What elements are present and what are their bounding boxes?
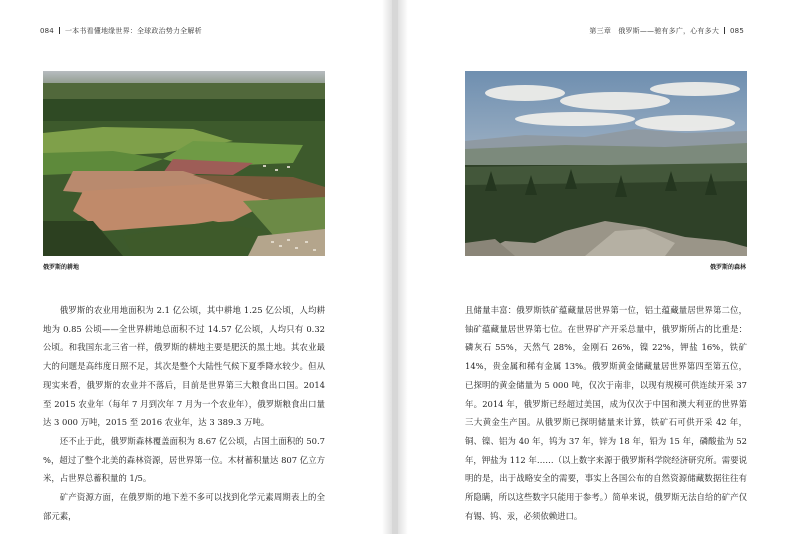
header-divider [724, 27, 725, 34]
chapter-title: 第三章 俄罗斯——驰有多广，心有多大 [589, 27, 720, 35]
body-text-left [43, 301, 325, 525]
gutter-shadow [398, 0, 408, 534]
right-page [398, 0, 790, 534]
book-title: 一本书看懂地缘世界：全球政治势力全解析 [64, 27, 202, 35]
header-divider [59, 27, 60, 34]
farmland-aerial-photo [43, 71, 325, 256]
running-header-left [40, 26, 202, 36]
paragraph: 俄罗斯的农业用地面积为 2.1 亿公顷，其中耕地 1.25 亿公顷，人均耕地为 0.85 公顷——全世界耕地总面积不过 14.57 亿公顷，人均只有 0.32 公顷。和我国东北三省一样，俄罗斯的耕地主要是肥沃的黑土地。其农业最大的问题是高纬度日照不足，其次是整个大陆性气候下夏季降水较少。但从现实来看，俄罗斯的农业并不落后，目前是世界第三大粮食出口国。2014 至 2015 农业年（每年 7 月到次年 7 月为一个农业年），俄罗斯粮食出口量达 3 000 万吨，2015 至 2016 农业年，达 3 389.3 万吨。 [43, 305, 325, 428]
page-number: 085 [730, 27, 744, 35]
forest-landscape-photo-icon [465, 71, 747, 256]
forest-landscape-photo [465, 71, 747, 256]
body-text-right [465, 301, 747, 525]
paragraph: 还不止于此，俄罗斯森林覆盖面积为 8.67 亿公顷，占国土面积的 50.7 %，超过了整个北美的森林资源，居世界第一位。木材蓄积量达 807 亿立方米，占世界总蓄积量的 1/5。 [43, 435, 325, 484]
paragraph: 且储量丰富：俄罗斯铁矿蕴藏量居世界第一位，铝土蕴藏量居世界第二位，铀矿蕴藏量居世界第七位。在世界矿产开采总量中，俄罗斯所占的比重是：磷灰石 55%，天然气 28%，金刚石 26%，镍 22%，钾盐 16%，铁矿 14%，贵金属和稀有金属 13%。俄罗斯黄金储藏量居世界第四至第五位，已探明的黄金储量为 5 000 吨，仅次于南非，以现有规模可供连续开采 37 年。2014 年，俄罗斯已经超过美国，成为仅次于中国和澳大利亚的世界第三大黄金生产国。从俄罗斯已探明储量来计算，铁矿石可供开采 42 年，铜、镍、铝为 40 年，钨为 37 年，锌为 18 年，铅为 15 年，磷酸盐为 52 年，钾盐为 112 年……（以上数字来源于俄罗斯科学院经济研究所。需要说明的是，出于战略安全的需要，事实上各国公布的自然资源储藏数据往往有所隐瞒，所以这些数字只能用于参考。）简单来说，俄罗斯无法自给的矿产仅有锡、钨、汞，必须依赖进口。 [465, 305, 747, 521]
gutter-shadow [382, 0, 392, 534]
left-page [0, 0, 392, 534]
page-number: 084 [40, 27, 54, 35]
photo-caption-right: 俄罗斯的森林 [709, 264, 746, 271]
running-header-right [589, 26, 744, 36]
paragraph: 矿产资源方面，在俄罗斯的地下差不多可以找到化学元素周期表上的全部元素， [43, 492, 325, 521]
photo-caption-left: 俄罗斯的耕地 [43, 264, 80, 271]
farmland-aerial-photo-icon [43, 71, 325, 256]
